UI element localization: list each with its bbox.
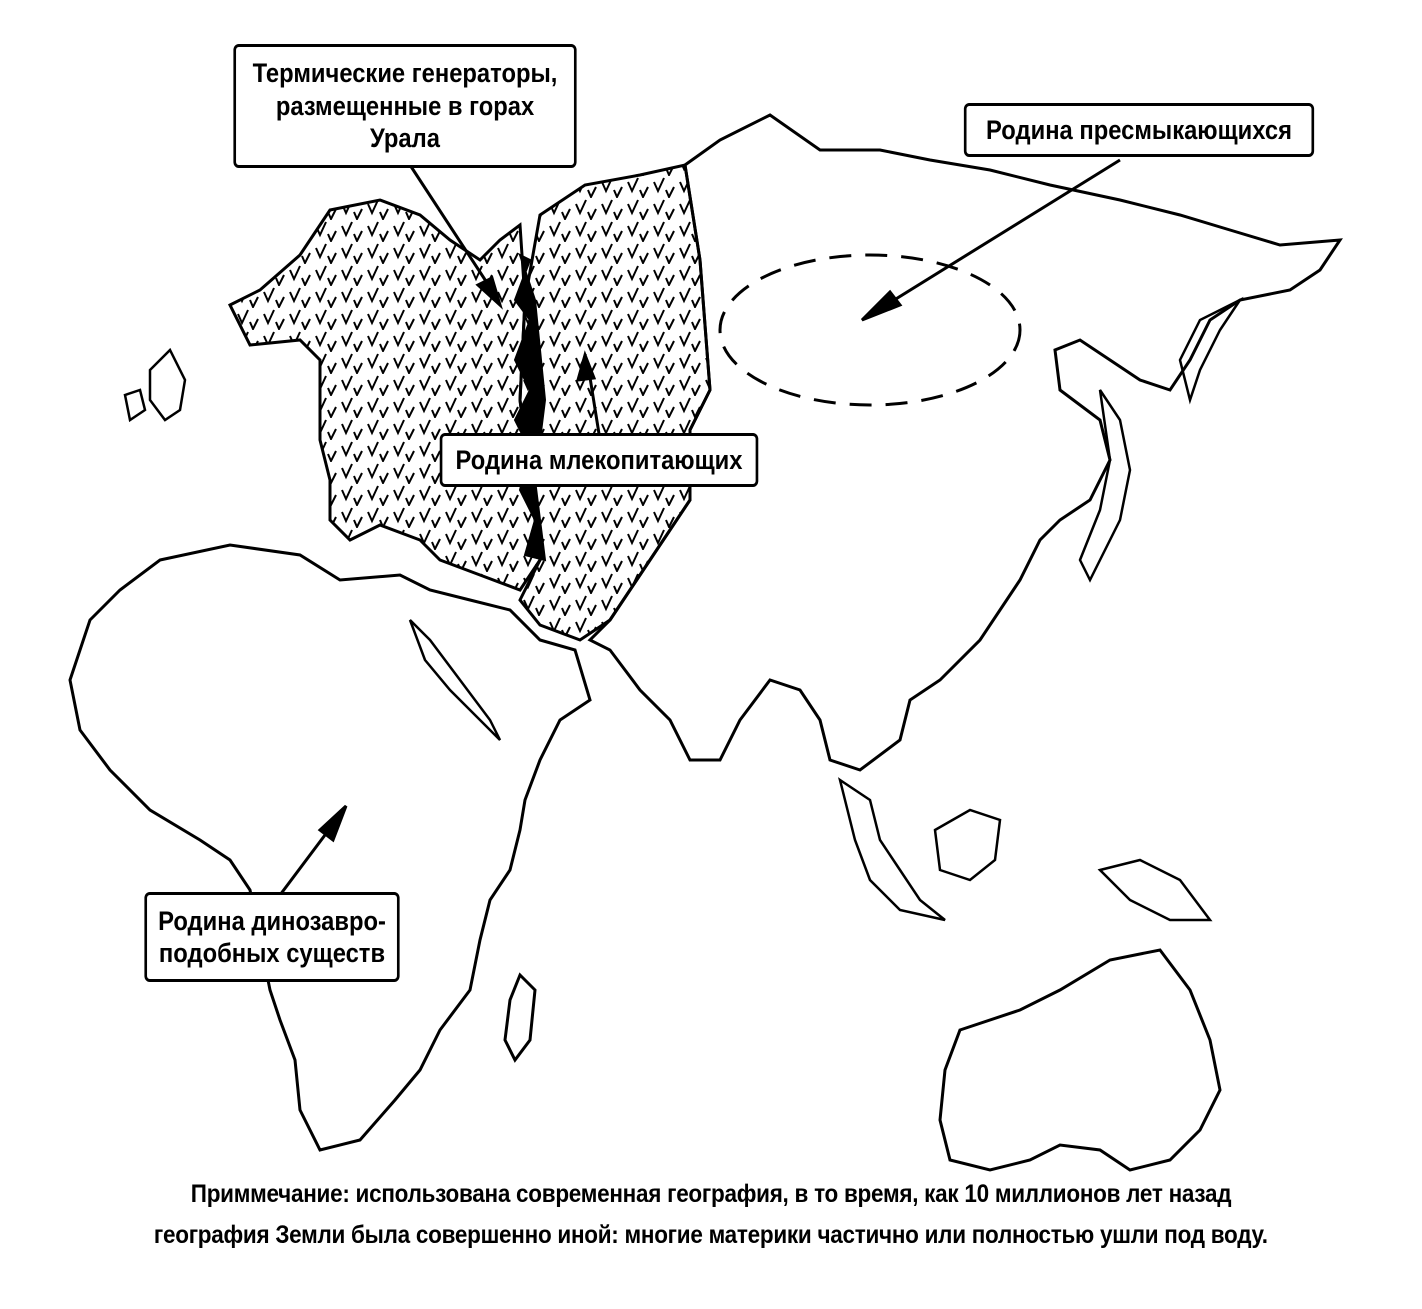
kamchatka-outline (1180, 300, 1240, 400)
siberia-hatched-region (520, 165, 710, 640)
europe-hatched-region (230, 200, 540, 590)
ural-generators-text: Термические генераторы, размещенные в горах Урала (252, 58, 558, 154)
footnote-line-2-text: география Земли была совершенно иной: многие материки частично или полностью ушли под воду. (154, 1221, 1268, 1249)
mammals-label (440, 433, 759, 487)
japan-outline (1080, 390, 1130, 580)
british-isles-outline (125, 350, 185, 420)
arrow-dinosaurs (280, 806, 346, 895)
dinosaurs-label (144, 892, 399, 982)
footnote-line-1-text: Приммечание: использована современная география, в то время, как 10 миллионов лет назад (190, 1180, 1232, 1208)
africa-outline (70, 545, 590, 1150)
madagascar-outline (505, 975, 535, 1060)
footnote-line-2 (0, 1221, 1422, 1250)
dinosaurs-text: Родина динозавро-подобных существ (158, 905, 386, 968)
malay-peninsula-outline (840, 780, 945, 920)
reptiles-label (964, 103, 1314, 157)
reptiles-text: Родина пресмыкающихся (986, 114, 1292, 145)
mammals-text: Родина млекопитающих (455, 444, 743, 475)
borneo-outline (935, 810, 1000, 880)
ural-generators-label (233, 44, 576, 168)
new-guinea-outline (1100, 860, 1210, 920)
arrow-reptiles (862, 160, 1120, 320)
reptile-homeland-area (720, 255, 1020, 405)
australia-outline (940, 950, 1220, 1170)
footnote-line-1 (0, 1180, 1422, 1209)
red-sea-outline (410, 620, 500, 740)
